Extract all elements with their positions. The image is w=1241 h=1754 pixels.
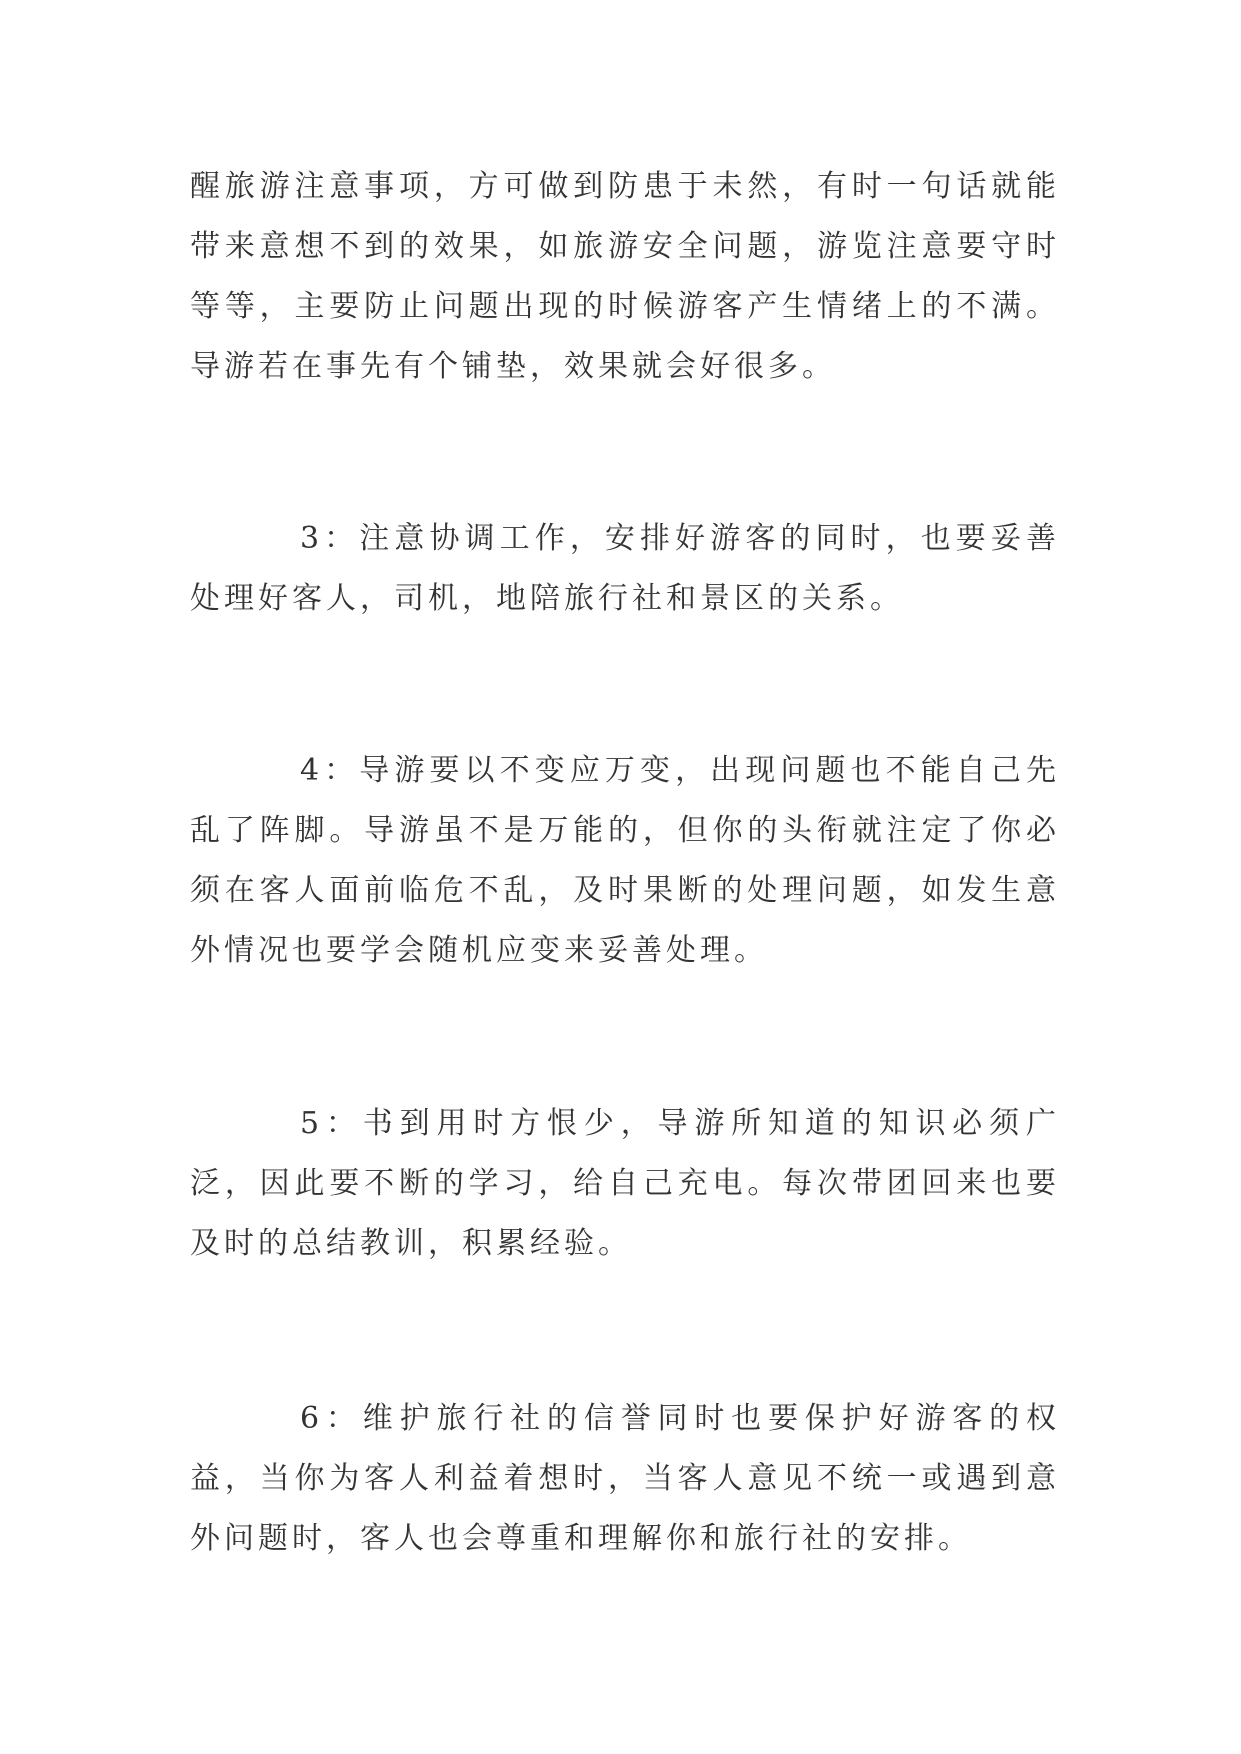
paragraph-continuation: 醒旅游注意事项，方可做到防患于未然，有时一句话就能带来意想不到的效果，如旅游安全问题，游览注意要守时等等，主要防止问题出现的时候游客产生情绪上的不满。导游若在事先有个铺垫，效果就会好很多。: [190, 169, 1060, 384]
paragraph-item-3: 3：注意协调工作，安排好游客的同时，也要妥善处理好客人，司机，地陪旅行社和景区的关系。: [190, 521, 1060, 616]
paragraph-item-5: 5：书到用时方恨少，导游所知道的知识必须广泛，因此要不断的学习，给自己充电。每次带团回来也要及时的总结教训，积累经验。: [190, 1106, 1060, 1261]
paragraph-item-6: 6：维护旅行社的信誉同时也要保护好游客的权益，当你为客人利益着想时，当客人意见不统一或遇到意外问题时，客人也会尊重和理解你和旅行社的安排。: [190, 1401, 1060, 1556]
paragraph-item-4: 4：导游要以不变应万变，出现问题也不能自己先乱了阵脚。导游虽不是万能的，但你的头衔就注定了你必须在客人面前临危不乱，及时果断的处理问题，如发生意外情况也要学会随机应变来妥善处理。: [190, 753, 1060, 968]
